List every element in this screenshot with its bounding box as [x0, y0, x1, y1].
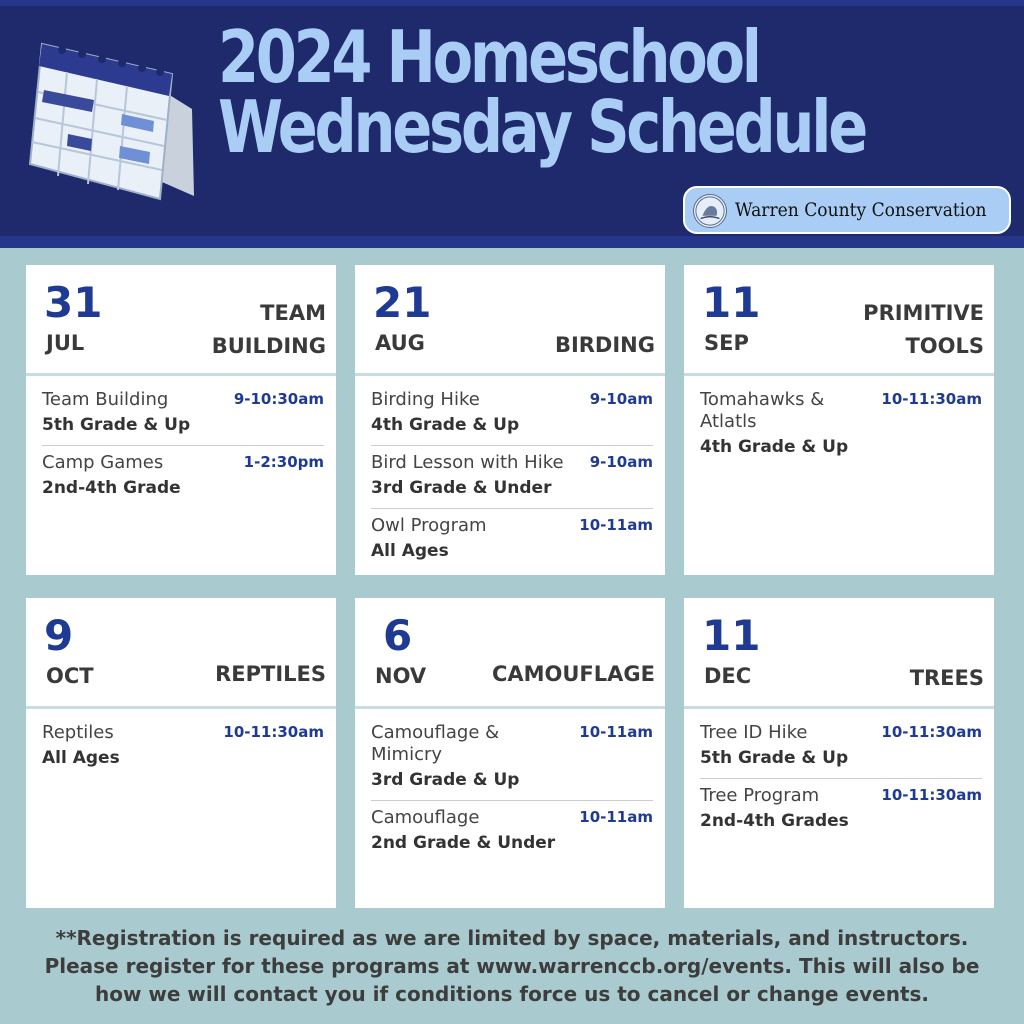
card-month: NOV — [375, 664, 427, 688]
event-grade: 5th Grade & Up — [700, 748, 849, 768]
card-header — [355, 598, 665, 706]
event-time: 10-11:30am — [881, 390, 982, 408]
card-divider — [26, 706, 336, 709]
card-month: JUL — [46, 331, 85, 355]
card-divider — [684, 373, 994, 376]
event-item — [42, 389, 324, 446]
card-theme-line: BIRDING — [554, 333, 655, 357]
event-name: Team Building — [42, 389, 169, 410]
event-grade: 2nd-4th Grades — [700, 811, 849, 831]
event-time: 1-2:30pm — [243, 453, 324, 471]
card-header — [684, 265, 994, 373]
event-grade: 3rd Grade & Under — [371, 478, 552, 498]
card-day: 9 — [44, 611, 74, 660]
card-month: OCT — [46, 664, 94, 688]
card-theme — [212, 297, 326, 363]
event-name: Camouflage & Mimicry — [371, 722, 500, 765]
event-time: 10-11am — [579, 516, 653, 534]
card-header — [26, 598, 336, 706]
event-time: 10-11:30am — [881, 723, 982, 741]
event-name: Reptiles — [42, 722, 114, 743]
schedule-card-aug — [355, 265, 665, 575]
card-day: 11 — [702, 611, 761, 660]
event-time: 9-10am — [589, 390, 653, 408]
event-item — [371, 722, 653, 801]
card-month: AUG — [375, 331, 425, 355]
event-grade: All Ages — [371, 541, 449, 561]
event-list — [700, 389, 982, 473]
event-item — [371, 389, 653, 446]
schedule-card-sep — [684, 265, 994, 575]
event-time: 10-11am — [579, 723, 653, 741]
event-item — [371, 452, 653, 509]
event-grade: 2nd-4th Grade — [42, 478, 181, 498]
schedule-card-nov — [355, 598, 665, 908]
card-day: 21 — [373, 278, 432, 327]
registration-note-line: Please register for these programs at www.warrenccb.org/events. This will also be — [44, 954, 980, 978]
event-item — [700, 389, 982, 467]
event-time: 9-10:30am — [233, 390, 324, 408]
event-list — [371, 722, 653, 869]
event-list — [42, 722, 324, 784]
card-theme — [863, 297, 984, 363]
event-name: Owl Program — [371, 515, 487, 536]
org-name: Warren County Conservation — [735, 199, 987, 221]
event-grade: 5th Grade & Up — [42, 415, 191, 435]
card-theme-line: CAMOUFLAGE — [491, 662, 655, 686]
event-grade: 3rd Grade & Up — [371, 770, 520, 790]
card-header — [26, 265, 336, 373]
card-theme — [492, 658, 655, 691]
event-grade: 2nd Grade & Under — [371, 833, 556, 853]
schedule-card-dec — [684, 598, 994, 908]
org-badge — [683, 186, 1011, 234]
schedule-card-jul — [26, 265, 336, 575]
event-name: Tomahawks & Atlatls — [700, 389, 825, 432]
card-theme — [555, 329, 655, 362]
title-line-1: 2024 Homeschool — [218, 15, 759, 99]
header — [0, 0, 1024, 248]
event-time: 9-10am — [589, 453, 653, 471]
event-list — [700, 722, 982, 847]
card-theme-line: TOOLS — [905, 334, 984, 358]
card-theme-line: TEAM — [260, 301, 326, 325]
card-divider — [684, 706, 994, 709]
card-divider — [355, 706, 665, 709]
event-time: 10-11:30am — [223, 723, 324, 741]
card-header — [684, 598, 994, 706]
event-time: 10-11am — [579, 808, 653, 826]
event-item — [371, 807, 653, 863]
card-divider — [26, 373, 336, 376]
card-theme-line: REPTILES — [215, 662, 326, 686]
card-header — [355, 265, 665, 373]
event-time: 10-11:30am — [881, 786, 982, 804]
header-bottom-band — [0, 236, 1024, 248]
event-list — [42, 389, 324, 514]
event-name: Tree ID Hike — [700, 722, 808, 743]
event-list — [371, 389, 653, 577]
event-item — [371, 515, 653, 571]
card-theme-line: PRIMITIVE — [863, 301, 984, 325]
event-name: Camouflage — [371, 807, 480, 828]
registration-note-line: how we will contact you if conditions force us to cancel or change events. — [94, 982, 930, 1006]
schedule-card-oct — [26, 598, 336, 908]
event-grade: 4th Grade & Up — [371, 415, 520, 435]
registration-note — [20, 924, 1004, 1008]
event-item — [42, 722, 324, 778]
event-name: Tree Program — [700, 785, 820, 806]
title-line-2: Wednesday Schedule — [218, 85, 865, 169]
event-item — [42, 452, 324, 508]
event-name: Bird Lesson with Hike — [371, 452, 564, 473]
card-day: 31 — [44, 278, 103, 327]
header-top-line — [0, 0, 1024, 6]
card-theme — [910, 662, 984, 695]
card-theme — [215, 658, 326, 691]
card-day: 11 — [702, 278, 761, 327]
card-theme-line: BUILDING — [211, 334, 326, 358]
registration-note-line: **Registration is required as we are limited by space, materials, and instructors. — [55, 926, 969, 950]
card-day: 6 — [383, 611, 413, 660]
event-item — [700, 722, 982, 779]
event-name: Camp Games — [42, 452, 164, 473]
event-item — [700, 785, 982, 841]
calendar-icon — [22, 14, 202, 214]
event-grade: 4th Grade & Up — [700, 437, 849, 457]
event-grade: All Ages — [42, 748, 120, 768]
card-divider — [355, 373, 665, 376]
card-theme-line: TREES — [909, 666, 984, 690]
page-title — [218, 15, 865, 169]
card-month: SEP — [704, 331, 749, 355]
conservation-logo-icon — [693, 194, 727, 228]
card-month: DEC — [704, 664, 752, 688]
event-name: Birding Hike — [371, 389, 480, 410]
